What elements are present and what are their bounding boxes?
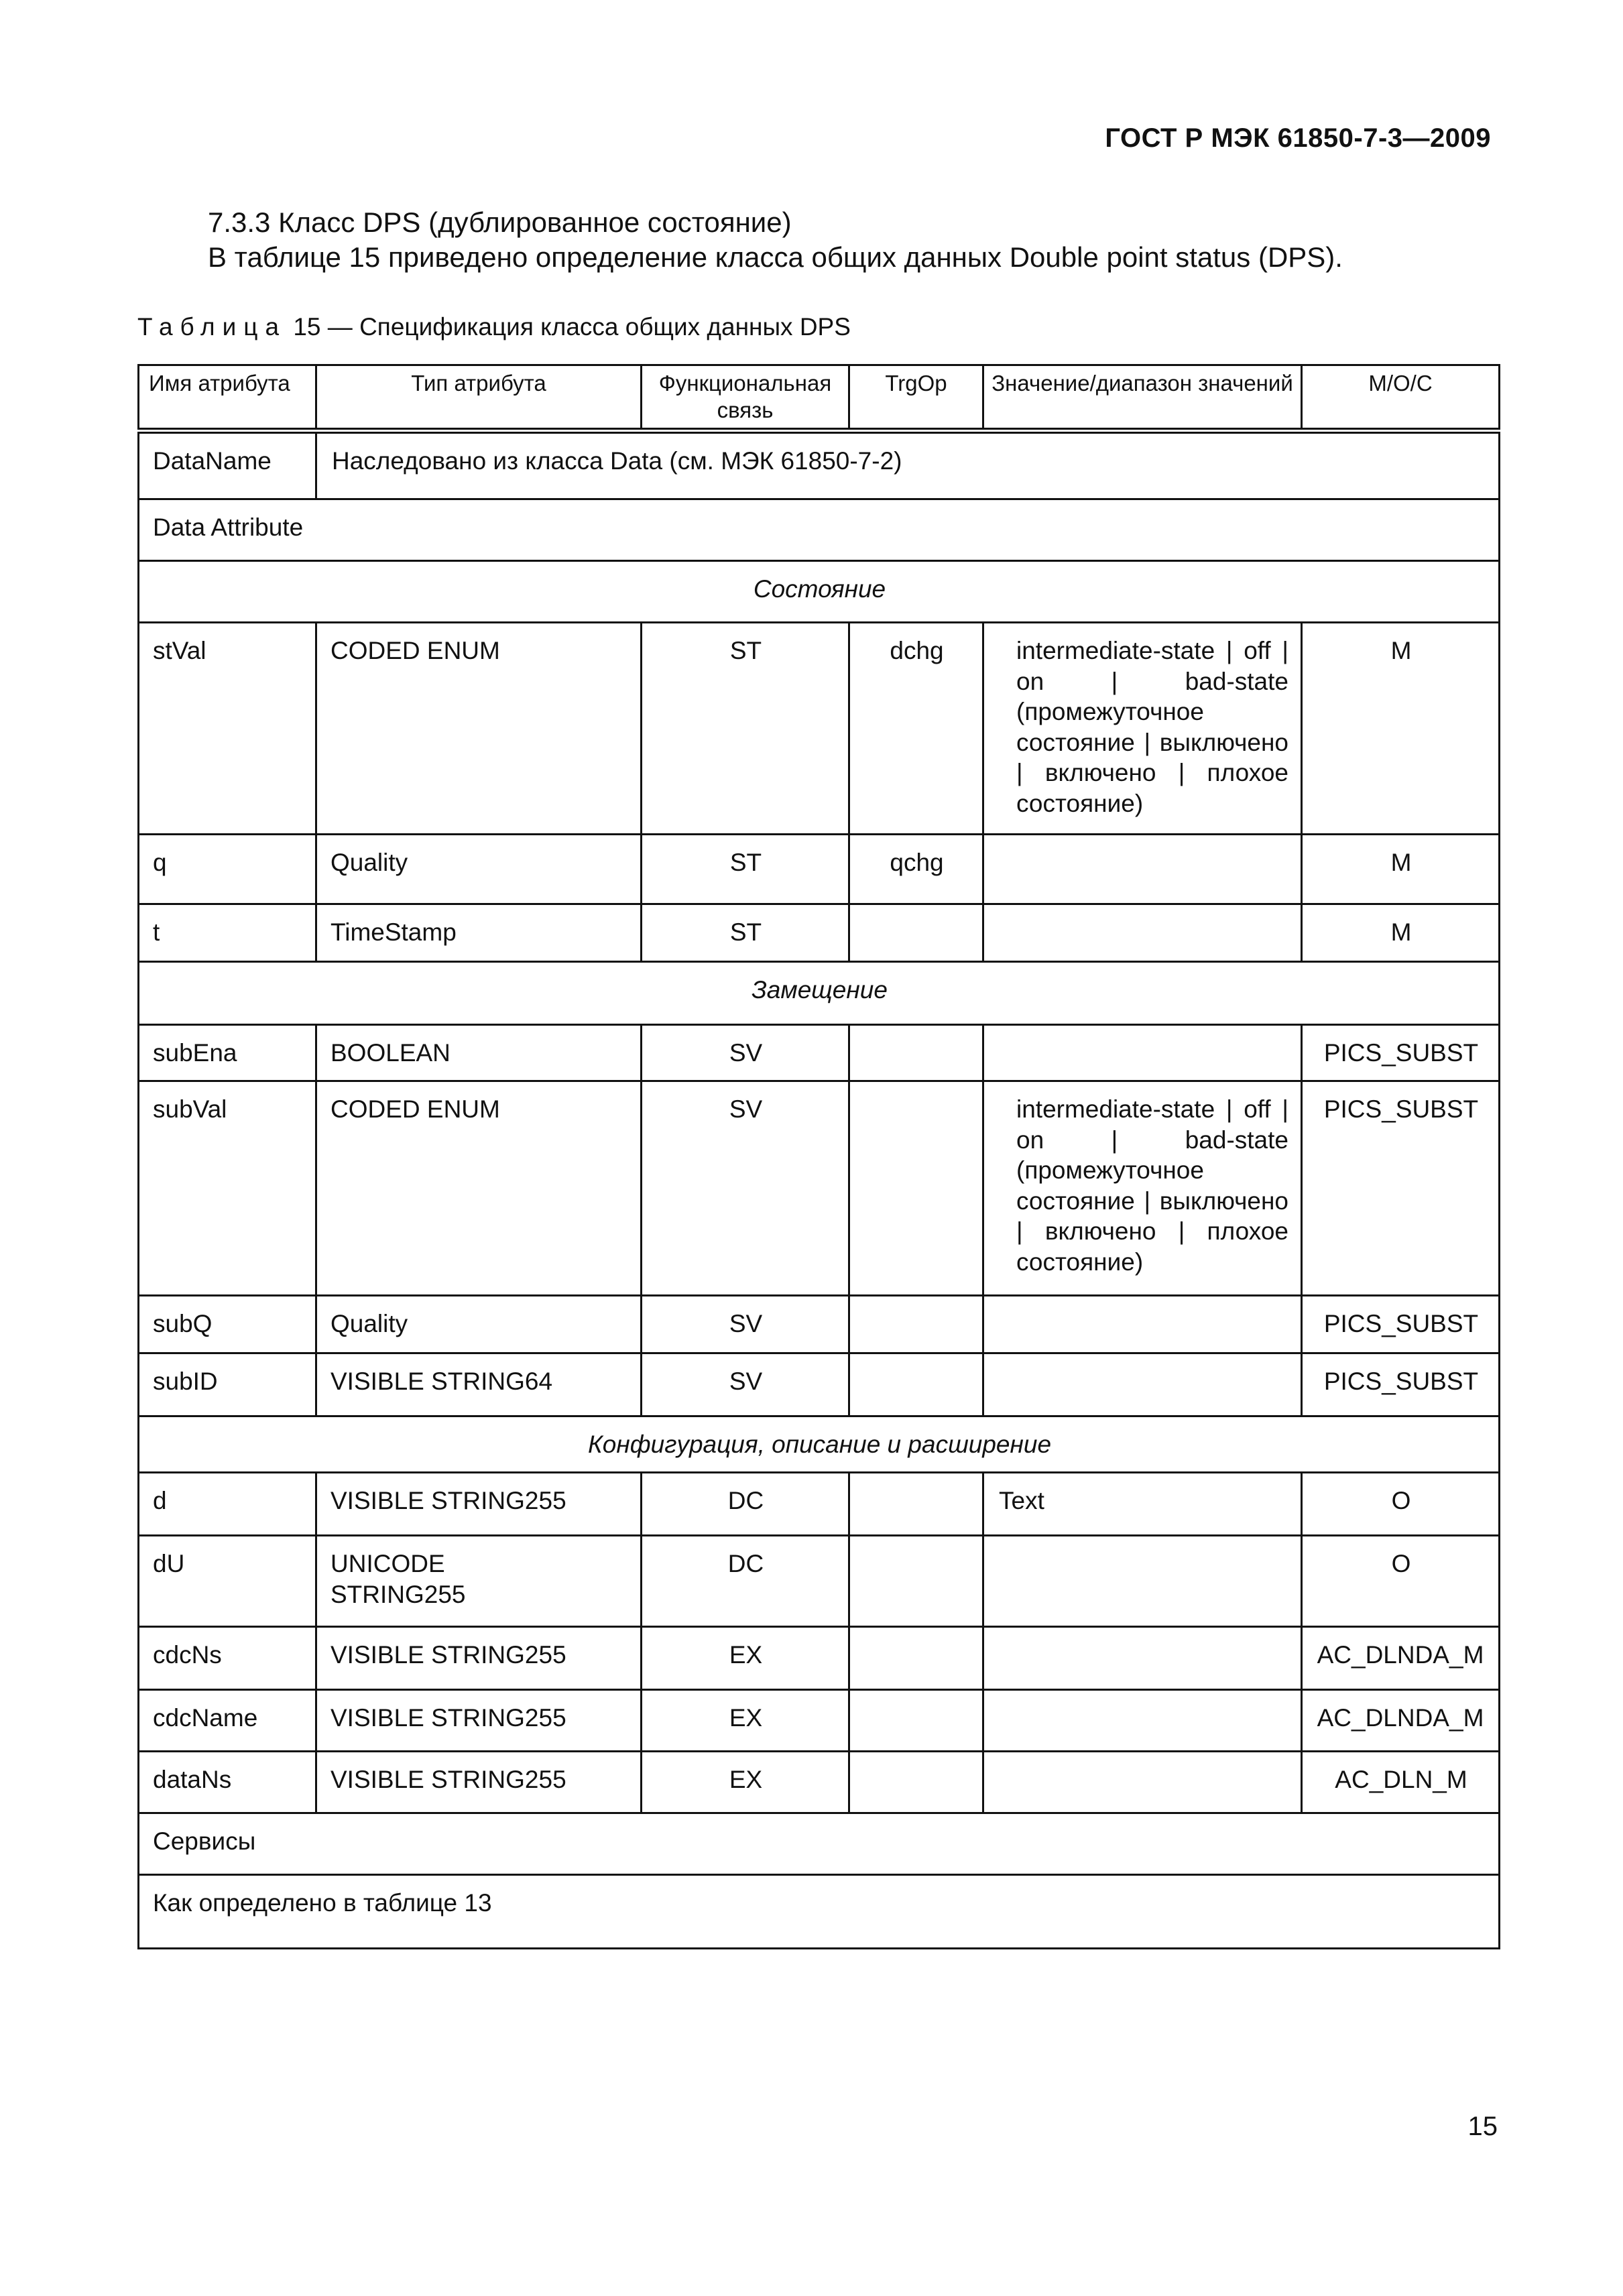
group-row xyxy=(139,561,1500,623)
cell-moc: AC_DLN_M xyxy=(1302,1752,1500,1813)
cell-type: BOOLEAN xyxy=(316,1025,642,1081)
table-row xyxy=(139,1875,1500,1949)
group-status-label: Состояние xyxy=(139,561,1500,623)
table-row xyxy=(139,1813,1500,1875)
table-caption xyxy=(137,312,851,343)
column-header-moc: М/О/С xyxy=(1302,365,1500,431)
cell-value xyxy=(983,1353,1302,1416)
cell-name: subID xyxy=(139,1353,316,1416)
cell-moc: AC_DLNDA_M xyxy=(1302,1690,1500,1752)
table-row xyxy=(139,1473,1500,1536)
cell-fc: SV xyxy=(642,1296,849,1353)
group-row xyxy=(139,1416,1500,1473)
cell-fc: SV xyxy=(642,1353,849,1416)
cell-trgop xyxy=(849,904,983,962)
cell-name: dU xyxy=(139,1536,316,1627)
cell-moc: PICS_SUBST xyxy=(1302,1353,1500,1416)
cell-value: Text xyxy=(983,1473,1302,1536)
cell-value xyxy=(983,1536,1302,1627)
page-number: 15 xyxy=(1467,2112,1498,2141)
cell-type: CODED ENUM xyxy=(316,1081,642,1296)
cell-trgop xyxy=(849,1627,983,1690)
cell-fc: SV xyxy=(642,1081,849,1296)
section-title: 7.3.3 Класс DPS (дублированное состояние) xyxy=(208,206,792,238)
table-row xyxy=(139,1296,1500,1353)
cell-moc: PICS_SUBST xyxy=(1302,1296,1500,1353)
services-text: Как определено в таблице 13 xyxy=(139,1875,1500,1949)
cell-fc: ST xyxy=(642,835,849,904)
cell-type: VISIBLE STRING255 xyxy=(316,1627,642,1690)
cell-type: Quality xyxy=(316,835,642,904)
cell-type: UNICODE STRING255 xyxy=(316,1536,642,1627)
cell-fc: ST xyxy=(642,623,849,835)
cell-name: q xyxy=(139,835,316,904)
cell-value xyxy=(983,1690,1302,1752)
cell-fc: EX xyxy=(642,1690,849,1752)
cell-name: DataName xyxy=(139,431,316,499)
table-row xyxy=(139,1690,1500,1752)
cell-type: VISIBLE STRING255 xyxy=(316,1690,642,1752)
section-intro: В таблице 15 приведено определение класса общих данных Double point status (DPS). xyxy=(208,241,1343,273)
cell-moc: M xyxy=(1302,904,1500,962)
cell-fc: EX xyxy=(642,1752,849,1813)
cell-fc: DC xyxy=(642,1536,849,1627)
table-row xyxy=(139,431,1500,499)
cell-trgop xyxy=(849,1353,983,1416)
cell-name: stVal xyxy=(139,623,316,835)
cell-moc: O xyxy=(1302,1536,1500,1627)
cell-value: intermediate-state | off | on | bad-state (промежуточное состояние | выключено | включено | плохое состояние) xyxy=(983,1081,1302,1296)
cell-name: dataNs xyxy=(139,1752,316,1813)
table-row xyxy=(139,1752,1500,1813)
group-config-label: Конфигурация, описание и расширение xyxy=(139,1416,1500,1473)
cell-trgop xyxy=(849,1690,983,1752)
cell-name: subQ xyxy=(139,1296,316,1353)
cell-trgop xyxy=(849,1473,983,1536)
cell-type: VISIBLE STRING255 xyxy=(316,1752,642,1813)
cell-trgop: qchg xyxy=(849,835,983,904)
table-row xyxy=(139,1627,1500,1690)
cell-fc: EX xyxy=(642,1627,849,1690)
cell-value: intermediate-state | off | on | bad-state (промежуточное состояние | выключено | включено | плохое состояние) xyxy=(983,623,1302,835)
table-row xyxy=(139,1353,1500,1416)
cell-trgop xyxy=(849,1536,983,1627)
column-header-fc: Функциональная связь xyxy=(642,365,849,431)
dataname-inherit-text: Наследовано из класса Data (см. МЭК 61850-7-2) xyxy=(316,431,1500,499)
cell-type: VISIBLE STRING64 xyxy=(316,1353,642,1416)
cell-trgop xyxy=(849,1752,983,1813)
table-row xyxy=(139,1081,1500,1296)
table-caption-text: 15 — Спецификация класса общих данных DPS xyxy=(293,313,851,341)
table-row xyxy=(139,1025,1500,1081)
cell-trgop: dchg xyxy=(849,623,983,835)
column-header-type: Тип атрибута xyxy=(316,365,642,431)
table-row xyxy=(139,835,1500,904)
services-label: Сервисы xyxy=(139,1813,1500,1875)
cell-value xyxy=(983,1296,1302,1353)
cell-trgop xyxy=(849,1296,983,1353)
cell-value xyxy=(983,835,1302,904)
cell-moc: O xyxy=(1302,1473,1500,1536)
cell-name: t xyxy=(139,904,316,962)
cell-type: Quality xyxy=(316,1296,642,1353)
cell-trgop xyxy=(849,1081,983,1296)
table-row xyxy=(139,499,1500,561)
cell-moc: PICS_SUBST xyxy=(1302,1081,1500,1296)
group-row xyxy=(139,962,1500,1025)
table-row xyxy=(139,1536,1500,1627)
cell-name: cdcName xyxy=(139,1690,316,1752)
cell-value xyxy=(983,1627,1302,1690)
column-header-name: Имя атрибута xyxy=(139,365,316,431)
cell-type: CODED ENUM xyxy=(316,623,642,835)
cell-value xyxy=(983,1752,1302,1813)
cell-value xyxy=(983,1025,1302,1081)
table-row xyxy=(139,904,1500,962)
cell-name: d xyxy=(139,1473,316,1536)
cell-type: VISIBLE STRING255 xyxy=(316,1473,642,1536)
table-row xyxy=(139,623,1500,835)
cell-name: cdcNs xyxy=(139,1627,316,1690)
cell-fc: DC xyxy=(642,1473,849,1536)
dps-specification-table xyxy=(137,364,1500,1949)
table-header-row xyxy=(139,365,1500,431)
cell-moc: PICS_SUBST xyxy=(1302,1025,1500,1081)
cell-moc: AC_DLNDA_M xyxy=(1302,1627,1500,1690)
cell-value xyxy=(983,904,1302,962)
cell-trgop xyxy=(849,1025,983,1081)
cell-name: subVal xyxy=(139,1081,316,1296)
column-header-trgop: TrgOp xyxy=(849,365,983,431)
table-caption-label: Таблица xyxy=(137,313,287,341)
cell-fc: SV xyxy=(642,1025,849,1081)
cell-fc: ST xyxy=(642,904,849,962)
cell-moc: M xyxy=(1302,623,1500,835)
data-attribute-label: Data Attribute xyxy=(139,499,1500,561)
cell-type: TimeStamp xyxy=(316,904,642,962)
group-substitution-label: Замещение xyxy=(139,962,1500,1025)
cell-name: subEna xyxy=(139,1025,316,1081)
cell-moc: M xyxy=(1302,835,1500,904)
column-header-value: Значение/диапазон значений xyxy=(983,365,1302,431)
document-standard-header: ГОСТ Р МЭК 61850-7-3—2009 xyxy=(1105,123,1491,153)
